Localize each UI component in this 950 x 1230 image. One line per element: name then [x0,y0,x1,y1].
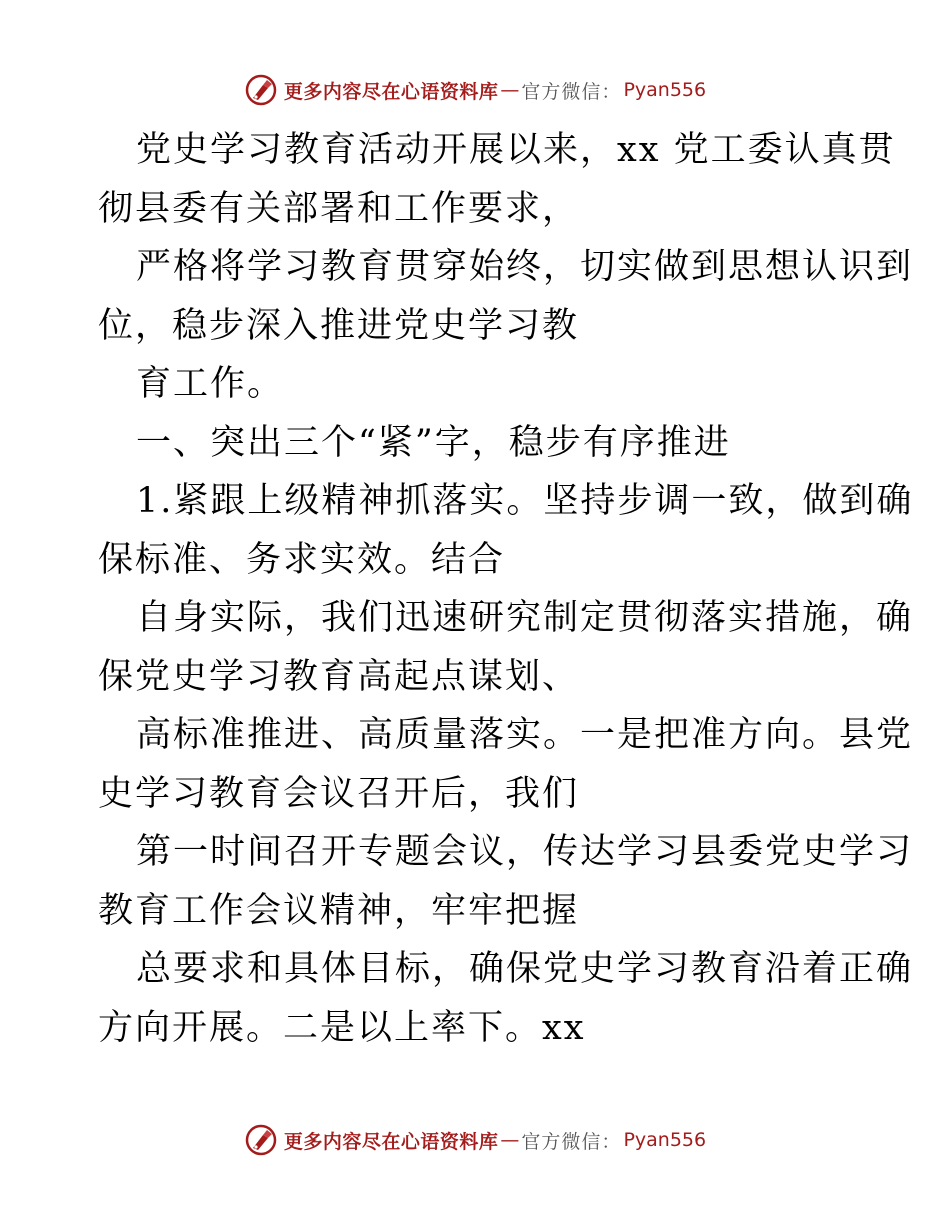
watermark-wechat-id: Pyan556 [623,79,707,101]
footer-watermark [0,1120,950,1160]
paragraph-line: 1.紧跟上级精神抓落实。坚持步调一致，做到确 [136,481,914,521]
paragraph-line: 保党史学习教育高起点谋划、 [98,656,580,697]
watermark-dash: — [500,1129,520,1151]
watermark-text: 更多内容尽在心语资料库 [283,80,499,103]
paragraph-line: 自身实际，我们迅速研究制定贯彻落实措施，确 [136,598,914,638]
watermark-text: 更多内容尽在心语资料库 [283,1130,499,1153]
paragraph-line: 育工作。 [136,364,285,404]
watermark-official-label: 官方微信： [521,80,622,103]
header-watermark [0,70,950,110]
paragraph-line: 第一时间召开专题会议，传达学习县委党史学习 [136,832,914,872]
paragraph-line: 位，稳步深入推进党史学习教 [98,305,580,346]
paragraph-line: 教育工作会议精神，牢牢把握 [98,890,580,931]
document-body [98,121,914,1057]
pen-nib-logo-icon [244,1123,278,1157]
watermark-dash: — [500,79,520,101]
paragraph-line: 彻县委有关部署和工作要求， [98,188,580,229]
paragraph-line: 总要求和具体目标，确保党史学习教育沿着正确 [136,949,914,989]
paragraph-line: 高标准推进、高质量落实。一是把准方向。县党 [136,715,914,755]
paragraph-line: 党史学习教育活动开展以来，xx 党工委认真贯 [136,130,896,170]
pen-nib-logo-icon [244,73,278,107]
paragraph-line: 严格将学习教育贯穿始终，切实做到思想认识到 [136,247,914,287]
paragraph-line: 保标准、务求实效。结合 [98,539,506,580]
paragraph-line: 史学习教育会议召开后，我们 [98,773,580,814]
watermark-wechat-id: Pyan556 [623,1129,707,1151]
paragraph-line: 一、突出三个“紧”字，稳步有序推进 [136,422,731,463]
paragraph-line: 方向开展。二是以上率下。xx [98,1007,586,1048]
watermark-official-label: 官方微信： [521,1130,622,1153]
